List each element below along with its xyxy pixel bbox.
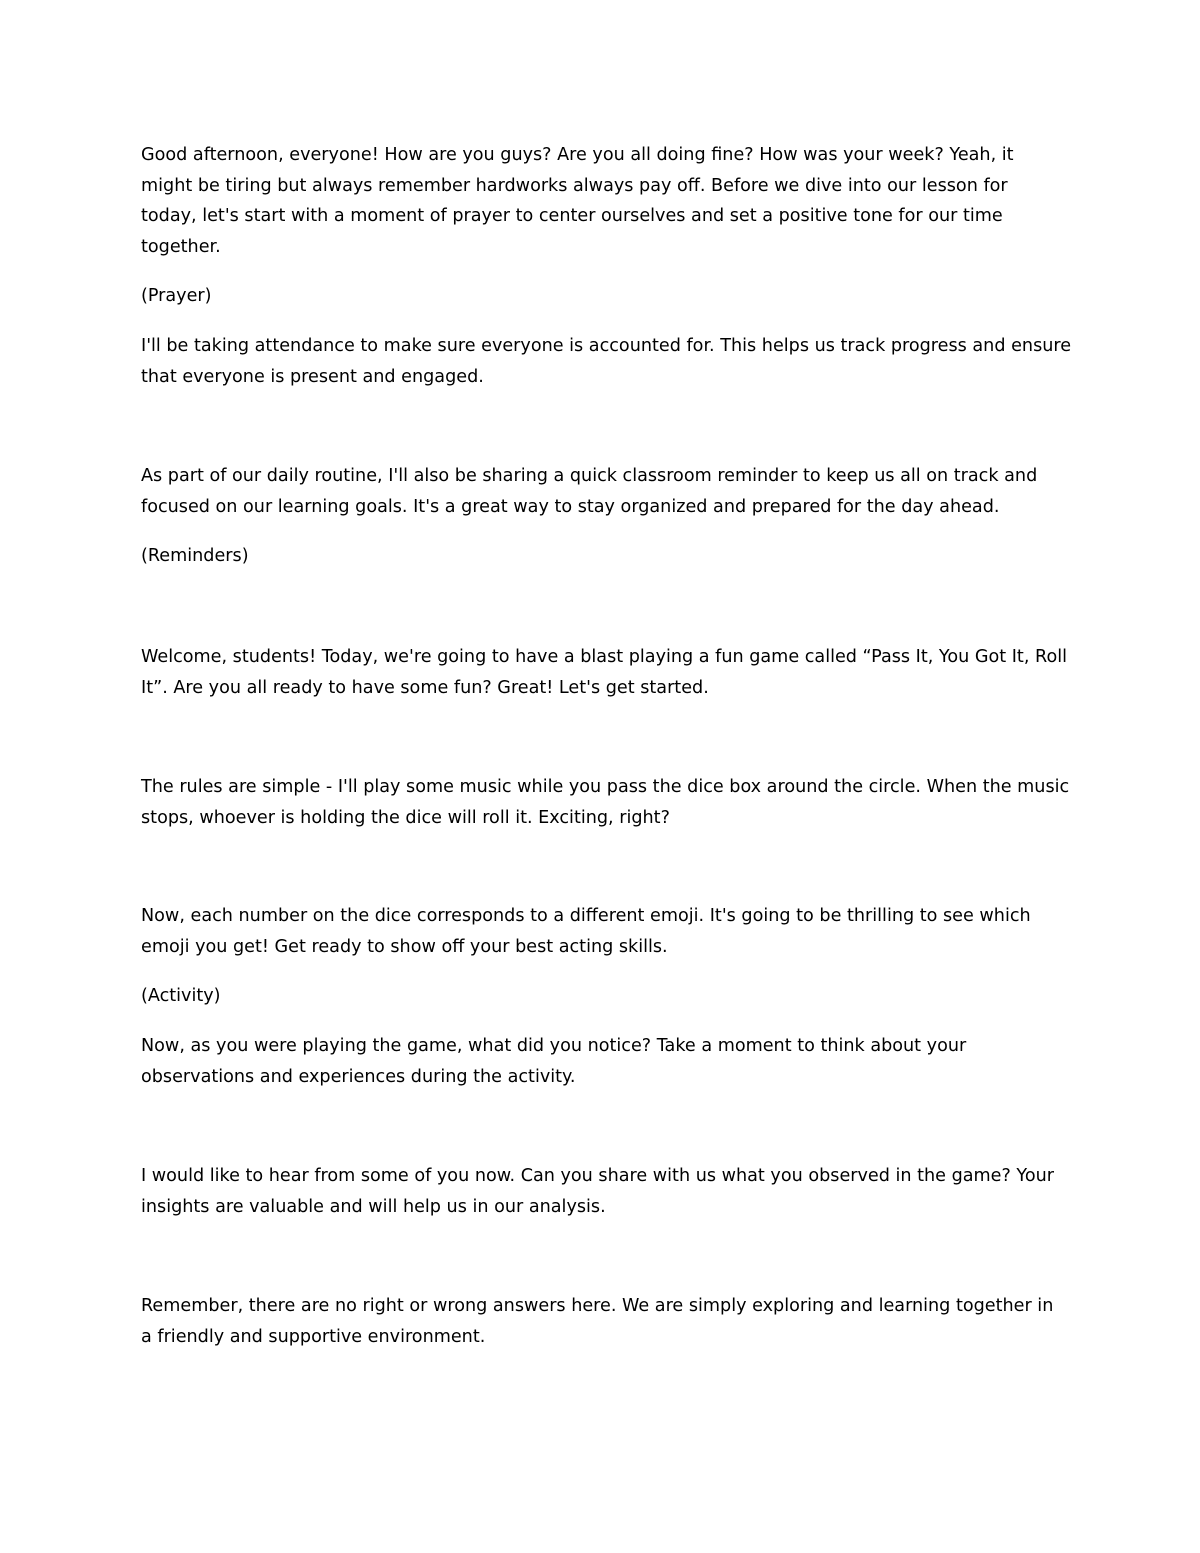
paragraph-prayer — [141, 281, 1071, 312]
text-line: The rules are simple - I'll play some music while you pass the dice box around the circle. When the music — [141, 777, 1070, 797]
text-line: Good afternoon, everyone! How are you guys? Are you all doing fine? How was your week? Yeah, it — [141, 145, 1014, 165]
paragraph-reminders — [141, 541, 1071, 572]
text-line: observations and experiences during the activity. — [141, 1066, 576, 1087]
paragraph-attendance — [141, 331, 1071, 392]
text-line: I'll be taking attendance to make sure everyone is accounted for. This helps us track progress and ensure — [141, 336, 1072, 356]
text-line: As part of our daily routine, I'll also be sharing a quick classroom reminder to keep us all on track and — [141, 466, 1038, 486]
text-line: (Prayer) — [141, 286, 212, 306]
text-line: It”. Are you all ready to have some fun? Great! Let's get started. — [141, 677, 709, 698]
text-line: emoji you get! Get ready to show off your best acting skills. — [141, 936, 668, 957]
text-line: focused on our learning goals. It's a great way to stay organized and prepared for the day ahead. — [141, 496, 1000, 517]
text-line: Welcome, students! Today, we're going to have a blast playing a fun game called “Pass It, You Got It, Roll — [141, 647, 1067, 667]
text-line: Now, each number on the dice corresponds to a different emoji. It's going to be thrilling to see which — [141, 906, 1031, 926]
paragraph-share — [141, 1161, 1071, 1222]
text-line: together. — [141, 236, 221, 257]
text-line: (Activity) — [141, 986, 221, 1006]
paragraph-remember — [141, 1291, 1071, 1352]
text-line: a friendly and supportive environment. — [141, 1326, 486, 1347]
text-line: (Reminders) — [141, 546, 249, 566]
text-line: today, let's start with a moment of prayer to center ourselves and set a positive tone for our time — [141, 206, 1003, 226]
text-line: Remember, there are no right or wrong answers here. We are simply exploring and learning together in — [141, 1296, 1054, 1316]
paragraph-activity — [141, 981, 1071, 1012]
text-line: stops, whoever is holding the dice will roll it. Exciting, right? — [141, 807, 670, 828]
paragraph-notice — [141, 1031, 1071, 1092]
text-line: insights are valuable and will help us in our analysis. — [141, 1196, 606, 1217]
text-line: might be tiring but always remember hardworks always pay off. Before we dive into our lesson for — [141, 175, 1008, 196]
paragraph-welcome — [141, 642, 1071, 703]
text-line: Now, as you were playing the game, what did you notice? Take a moment to think about your — [141, 1036, 967, 1056]
paragraph-emoji — [141, 901, 1071, 962]
text-line: that everyone is present and engaged. — [141, 366, 484, 387]
paragraph-rules — [141, 772, 1071, 833]
paragraph-greeting — [141, 140, 1071, 262]
paragraph-routine — [141, 461, 1071, 522]
text-line: I would like to hear from some of you now. Can you share with us what you observed in the game? Your — [141, 1166, 1054, 1186]
